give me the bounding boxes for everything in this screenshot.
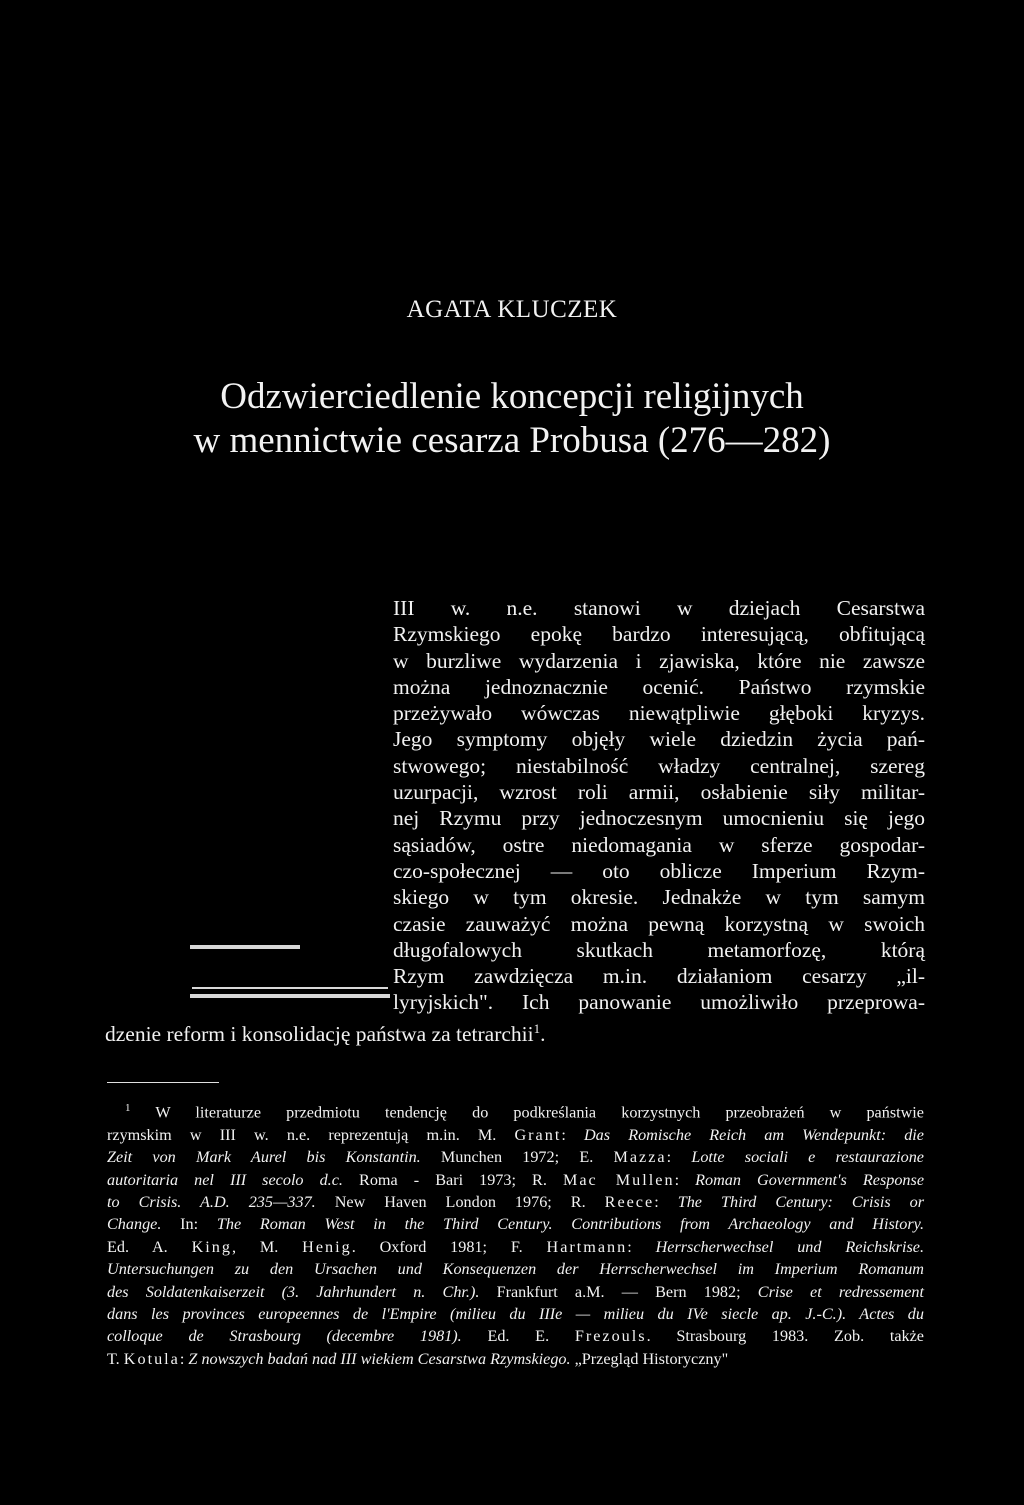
body-line: III w. n.e. stanowi w dziejach Cesarstwa [393,596,925,620]
body-line: nej Rzymu przy jednoczesnym umocnieniu się jego [393,806,925,831]
footnote-line [107,1236,924,1258]
author-surname: Mac Mullen [562,1170,675,1189]
footnote-text: „Przegląd Historyczny" [570,1349,729,1368]
author-surname: Henig [302,1237,352,1256]
work-title: Z nowszych badań nad III wiekiem Cesarstwa Rzymskiego. [188,1349,571,1368]
footnote-text: W literaturze przedmiotu tendencję do podkreślania korzystnych przeobrażeń w państwie [155,1103,924,1122]
body-line: skiego w tym okresie. Jednakże w tym samym [393,885,925,910]
body-line: Rzymskiego epokę bardzo interesującą, obfitującą [393,622,925,647]
author-surname: Grant [514,1125,562,1144]
article-title [0,375,1024,463]
footnote-line [107,1097,924,1124]
footnote-text: : [654,1193,678,1212]
work-title: des Soldatenkaiserzeit (3. Jahrhundert n. Chr.). [107,1282,480,1301]
footnote-number: 1 [125,1102,131,1114]
work-title: colloque de Strasbourg (decembre 1981). [107,1327,462,1346]
work-title: to Crisis. A.D. 235—337. [107,1193,316,1212]
footnote-divider [107,1082,219,1083]
body-line: Jego symptomy objęły wiele dziedzin życia pań- [393,727,925,752]
work-title: Herrscherwechsel und Reichskrise. [655,1237,924,1256]
footnote-text: : [674,1170,696,1189]
footnote-text: , M. [231,1237,303,1256]
footnote [107,1097,924,1370]
body-line: Rzym zawdzięcza m.in. działaniom cesarzy „il- [393,964,925,989]
footnote-line [107,1281,924,1303]
body-line: czo-społecznej — oto oblicze Imperium Rzym- [393,858,925,883]
footnote-text: . Strasbourg 1983. Zob. także [646,1327,924,1346]
footnote-line [107,1303,924,1325]
footnote-text: Roma - Bari 1973; R. [342,1170,563,1189]
footnote-line [107,1258,924,1280]
author-name: AGATA KLUCZEK [406,296,618,323]
work-title: Untersuchungen zu den Ursachen und Konsequenzen der Herrscherwechsel im Imperium Romanum [107,1260,924,1279]
title-line-2: w mennictwie cesarza Probusa (276—282) [193,420,831,461]
footnote-line [107,1348,924,1370]
body-line: sąsiadów, ostre niedomagania w sferze gospodar- [393,832,925,857]
body-line: lyryjskich". Ich panowanie umożliwiło przeprowa- [393,990,925,1015]
footnote-line [107,1325,924,1347]
footnote-text: : [561,1125,584,1144]
footnote-reference[interactable]: 1 [533,1020,541,1036]
work-title: Crise et redressement [757,1282,924,1301]
footnote-line [107,1169,924,1191]
body-line: uzurpacji, wzrost roli armii, osłabienie siły militar- [393,780,925,805]
footnote-text: : [179,1349,189,1368]
work-title: The Roman West in the Third Century. Contributions from Archaeology and History. [216,1215,925,1234]
body-paragraph [105,595,925,1047]
author-surname: King [191,1237,232,1256]
body-line: stwowego; niestabilność władzy centralnej, szereg [393,753,925,778]
body-line: czasie zauważyć można pewną korzystną w swoich [393,911,925,936]
footnote-text: Ed. A. [107,1237,192,1256]
body-line: można jednoznacznie ocenić. Państwo rzymskie [393,674,925,699]
work-title: autoritaria nel III secolo d.c. [107,1170,343,1189]
footnote-text: Munchen 1972; E. [420,1148,614,1167]
body-line: w burzliwe wydarzenia i zjawiska, które nie zawsze [393,648,925,673]
author-surname: Hartmann [546,1237,628,1256]
footnote-text: : [627,1237,656,1256]
footnote-line [107,1213,924,1235]
footnote-text: . Oxford 1981; F. [351,1237,547,1256]
footnote-text: Frankfurt a.M. — Bern 1982; [479,1282,758,1301]
author-surname: Mazza [613,1148,667,1167]
body-line: długofalowych skutkach metamorfozę, którą [393,937,925,962]
author-surname: Kotula [123,1349,180,1368]
footnote-text: : [666,1148,692,1167]
work-title: Roman Government's Response [695,1170,925,1189]
title-line-1: Odzwierciedlenie koncepcji religijnych [220,376,804,417]
author-surname: Frezouls [574,1327,647,1346]
footnote-line [107,1191,924,1213]
work-title: Zeit von Mark Aurel bis Konstantin. [107,1148,421,1167]
work-title: dans les provinces europeennes de l'Empire (milieu du IIIe — milieu du IVe siecle ap. J.-C.). Actes du [107,1305,924,1324]
body-last-line: dzenie reform i konsolidację państwa za tetrarchii$^1$. [105,1020,546,1046]
footnote-text: rzymskim w III w. n.e. reprezentują m.in. M. [107,1125,515,1144]
footnote-line [107,1146,924,1168]
footnote-line [107,1124,924,1146]
author-surname: Reece [604,1193,655,1212]
body-line-text: dzenie reform i konsolidację państwa za tetrarchii [105,1021,534,1046]
footnote-text: New Haven London 1976; R. [315,1193,605,1212]
footnote-text: In: [161,1215,217,1234]
work-title: Lotte sociali e restaurazione [691,1148,924,1167]
body-line: przeżywało wówczas niewątpliwie głęboki kryzys. [393,701,925,726]
work-title: Change. [107,1215,162,1234]
footnote-text: T. [107,1349,124,1368]
work-title: Das Romische Reich am Wendepunkt: die [583,1125,924,1144]
work-title: The Third Century: Crisis or [677,1193,925,1212]
footnote-text: Ed. E. [461,1327,575,1346]
